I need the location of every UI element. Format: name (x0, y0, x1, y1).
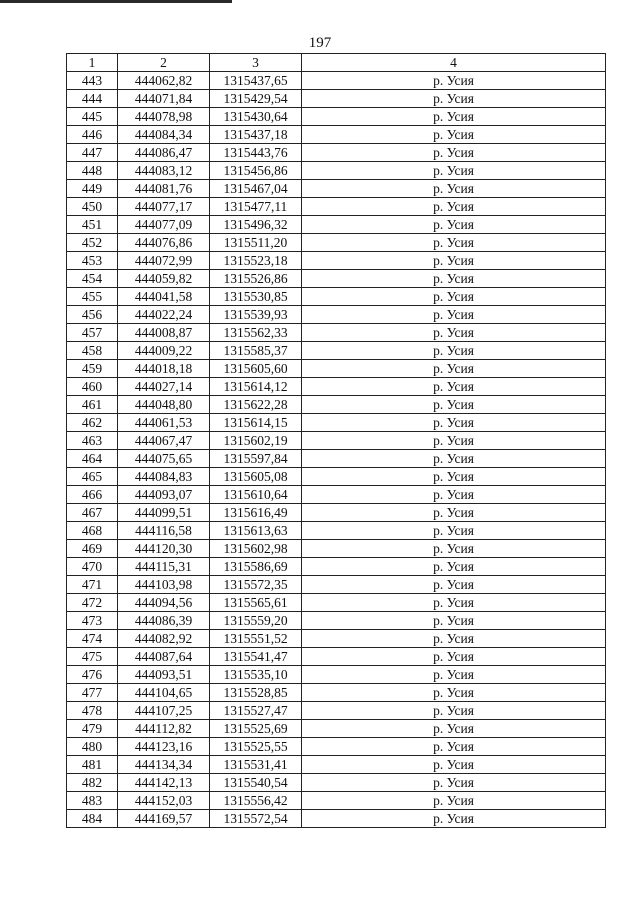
x-coordinate-cell: 444152,03 (118, 792, 210, 810)
description-cell: р. Усия (302, 288, 606, 306)
table-row (67, 648, 606, 666)
point-number-cell: 447 (67, 144, 118, 162)
description-cell: р. Усия (302, 234, 606, 252)
table-row (67, 108, 606, 126)
table-row (67, 774, 606, 792)
x-coordinate-cell: 444099,51 (118, 504, 210, 522)
table-row (67, 306, 606, 324)
y-coordinate-cell: 1315556,42 (210, 792, 302, 810)
page-number: 197 (308, 35, 332, 51)
x-coordinate-cell: 444094,56 (118, 594, 210, 612)
description-cell: р. Усия (302, 144, 606, 162)
table-row (67, 504, 606, 522)
description-cell: р. Усия (302, 666, 606, 684)
x-coordinate-cell: 444083,12 (118, 162, 210, 180)
x-coordinate-cell: 444104,65 (118, 684, 210, 702)
y-coordinate-cell: 1315437,18 (210, 126, 302, 144)
x-coordinate-cell: 444061,53 (118, 414, 210, 432)
x-coordinate-cell: 444081,76 (118, 180, 210, 198)
y-coordinate-cell: 1315586,69 (210, 558, 302, 576)
table-row (67, 450, 606, 468)
point-number-cell: 462 (67, 414, 118, 432)
x-coordinate-cell: 444116,58 (118, 522, 210, 540)
table-row (67, 90, 606, 108)
x-coordinate-cell: 444120,30 (118, 540, 210, 558)
description-cell: р. Усия (302, 126, 606, 144)
description-cell: р. Усия (302, 702, 606, 720)
column-header-1: 1 (67, 54, 118, 72)
y-coordinate-cell: 1315616,49 (210, 504, 302, 522)
x-coordinate-cell: 444078,98 (118, 108, 210, 126)
description-cell: р. Усия (302, 630, 606, 648)
table-row (67, 396, 606, 414)
description-cell: р. Усия (302, 576, 606, 594)
table-row (67, 432, 606, 450)
point-number-cell: 473 (67, 612, 118, 630)
description-cell: р. Усия (302, 774, 606, 792)
description-cell: р. Усия (302, 90, 606, 108)
description-cell: р. Усия (302, 648, 606, 666)
description-cell: р. Усия (302, 522, 606, 540)
x-coordinate-cell: 444008,87 (118, 324, 210, 342)
table-body (67, 72, 606, 828)
point-number-cell: 475 (67, 648, 118, 666)
description-cell: р. Усия (302, 342, 606, 360)
point-number-cell: 449 (67, 180, 118, 198)
x-coordinate-cell: 444009,22 (118, 342, 210, 360)
x-coordinate-cell: 444084,83 (118, 468, 210, 486)
x-coordinate-cell: 444076,86 (118, 234, 210, 252)
description-cell: р. Усия (302, 414, 606, 432)
y-coordinate-cell: 1315496,32 (210, 216, 302, 234)
table-row (67, 468, 606, 486)
description-cell: р. Усия (302, 306, 606, 324)
point-number-cell: 463 (67, 432, 118, 450)
table-row (67, 198, 606, 216)
x-coordinate-cell: 444086,47 (118, 144, 210, 162)
y-coordinate-cell: 1315572,35 (210, 576, 302, 594)
x-coordinate-cell: 444022,24 (118, 306, 210, 324)
table-row (67, 324, 606, 342)
y-coordinate-cell: 1315530,85 (210, 288, 302, 306)
point-number-cell: 467 (67, 504, 118, 522)
y-coordinate-cell: 1315429,54 (210, 90, 302, 108)
x-coordinate-cell: 444077,09 (118, 216, 210, 234)
description-cell: р. Усия (302, 756, 606, 774)
table-row (67, 810, 606, 828)
y-coordinate-cell: 1315605,08 (210, 468, 302, 486)
x-coordinate-cell: 444107,25 (118, 702, 210, 720)
point-number-cell: 454 (67, 270, 118, 288)
scan-edge-bar (0, 0, 232, 3)
table-row (67, 684, 606, 702)
description-cell: р. Усия (302, 594, 606, 612)
y-coordinate-cell: 1315525,55 (210, 738, 302, 756)
point-number-cell: 469 (67, 540, 118, 558)
table-row (67, 594, 606, 612)
table-row (67, 756, 606, 774)
y-coordinate-cell: 1315528,85 (210, 684, 302, 702)
point-number-cell: 444 (67, 90, 118, 108)
y-coordinate-cell: 1315430,64 (210, 108, 302, 126)
y-coordinate-cell: 1315527,47 (210, 702, 302, 720)
point-number-cell: 461 (67, 396, 118, 414)
point-number-cell: 484 (67, 810, 118, 828)
y-coordinate-cell: 1315535,10 (210, 666, 302, 684)
y-coordinate-cell: 1315572,54 (210, 810, 302, 828)
x-coordinate-cell: 444093,51 (118, 666, 210, 684)
description-cell: р. Усия (302, 216, 606, 234)
y-coordinate-cell: 1315610,64 (210, 486, 302, 504)
table-row (67, 360, 606, 378)
point-number-cell: 480 (67, 738, 118, 756)
y-coordinate-cell: 1315602,98 (210, 540, 302, 558)
x-coordinate-cell: 444027,14 (118, 378, 210, 396)
x-coordinate-cell: 444169,57 (118, 810, 210, 828)
point-number-cell: 448 (67, 162, 118, 180)
point-number-cell: 466 (67, 486, 118, 504)
table-row (67, 486, 606, 504)
x-coordinate-cell: 444087,64 (118, 648, 210, 666)
point-number-cell: 445 (67, 108, 118, 126)
table-row (67, 540, 606, 558)
point-number-cell: 446 (67, 126, 118, 144)
description-cell: р. Усия (302, 432, 606, 450)
table-row (67, 576, 606, 594)
y-coordinate-cell: 1315559,20 (210, 612, 302, 630)
x-coordinate-cell: 444072,99 (118, 252, 210, 270)
point-number-cell: 472 (67, 594, 118, 612)
y-coordinate-cell: 1315539,93 (210, 306, 302, 324)
description-cell: р. Усия (302, 198, 606, 216)
table-row (67, 234, 606, 252)
x-coordinate-cell: 444142,13 (118, 774, 210, 792)
x-coordinate-cell: 444075,65 (118, 450, 210, 468)
description-cell: р. Усия (302, 810, 606, 828)
table-row (67, 180, 606, 198)
table-row (67, 162, 606, 180)
x-coordinate-cell: 444018,18 (118, 360, 210, 378)
y-coordinate-cell: 1315526,86 (210, 270, 302, 288)
description-cell: р. Усия (302, 504, 606, 522)
x-coordinate-cell: 444062,82 (118, 72, 210, 90)
y-coordinate-cell: 1315540,54 (210, 774, 302, 792)
point-number-cell: 460 (67, 378, 118, 396)
table-row (67, 630, 606, 648)
y-coordinate-cell: 1315562,33 (210, 324, 302, 342)
description-cell: р. Усия (302, 324, 606, 342)
x-coordinate-cell: 444071,84 (118, 90, 210, 108)
y-coordinate-cell: 1315541,47 (210, 648, 302, 666)
y-coordinate-cell: 1315525,69 (210, 720, 302, 738)
coordinates-table (66, 53, 606, 828)
table-row (67, 270, 606, 288)
point-number-cell: 456 (67, 306, 118, 324)
x-coordinate-cell: 444123,16 (118, 738, 210, 756)
x-coordinate-cell: 444134,34 (118, 756, 210, 774)
point-number-cell: 478 (67, 702, 118, 720)
table-row (67, 612, 606, 630)
x-coordinate-cell: 444077,17 (118, 198, 210, 216)
table-row (67, 252, 606, 270)
y-coordinate-cell: 1315614,15 (210, 414, 302, 432)
point-number-cell: 452 (67, 234, 118, 252)
point-number-cell: 474 (67, 630, 118, 648)
table-row (67, 342, 606, 360)
point-number-cell: 468 (67, 522, 118, 540)
column-header-3: 3 (210, 54, 302, 72)
y-coordinate-cell: 1315511,20 (210, 234, 302, 252)
description-cell: р. Усия (302, 180, 606, 198)
description-cell: р. Усия (302, 270, 606, 288)
y-coordinate-cell: 1315467,04 (210, 180, 302, 198)
y-coordinate-cell: 1315585,37 (210, 342, 302, 360)
x-coordinate-cell: 444067,47 (118, 432, 210, 450)
point-number-cell: 450 (67, 198, 118, 216)
x-coordinate-cell: 444041,58 (118, 288, 210, 306)
point-number-cell: 465 (67, 468, 118, 486)
table-row (67, 144, 606, 162)
description-cell: р. Усия (302, 558, 606, 576)
description-cell: р. Усия (302, 540, 606, 558)
table-row (67, 558, 606, 576)
x-coordinate-cell: 444112,82 (118, 720, 210, 738)
y-coordinate-cell: 1315523,18 (210, 252, 302, 270)
y-coordinate-cell: 1315477,11 (210, 198, 302, 216)
column-header-4: 4 (302, 54, 606, 72)
table-row (67, 288, 606, 306)
x-coordinate-cell: 444093,07 (118, 486, 210, 504)
description-cell: р. Усия (302, 396, 606, 414)
x-coordinate-cell: 444059,82 (118, 270, 210, 288)
description-cell: р. Усия (302, 72, 606, 90)
table-row (67, 216, 606, 234)
point-number-cell: 443 (67, 72, 118, 90)
x-coordinate-cell: 444084,34 (118, 126, 210, 144)
description-cell: р. Усия (302, 468, 606, 486)
y-coordinate-cell: 1315622,28 (210, 396, 302, 414)
table-row (67, 738, 606, 756)
x-coordinate-cell: 444086,39 (118, 612, 210, 630)
description-cell: р. Усия (302, 612, 606, 630)
table-row (67, 72, 606, 90)
y-coordinate-cell: 1315605,60 (210, 360, 302, 378)
description-cell: р. Усия (302, 252, 606, 270)
description-cell: р. Усия (302, 360, 606, 378)
point-number-cell: 470 (67, 558, 118, 576)
point-number-cell: 482 (67, 774, 118, 792)
y-coordinate-cell: 1315597,84 (210, 450, 302, 468)
point-number-cell: 455 (67, 288, 118, 306)
point-number-cell: 471 (67, 576, 118, 594)
table-row (67, 522, 606, 540)
x-coordinate-cell: 444115,31 (118, 558, 210, 576)
description-cell: р. Усия (302, 792, 606, 810)
point-number-cell: 451 (67, 216, 118, 234)
x-coordinate-cell: 444048,80 (118, 396, 210, 414)
description-cell: р. Усия (302, 486, 606, 504)
point-number-cell: 459 (67, 360, 118, 378)
point-number-cell: 453 (67, 252, 118, 270)
x-coordinate-cell: 444082,92 (118, 630, 210, 648)
y-coordinate-cell: 1315437,65 (210, 72, 302, 90)
table-row (67, 378, 606, 396)
table-row (67, 792, 606, 810)
description-cell: р. Усия (302, 738, 606, 756)
point-number-cell: 479 (67, 720, 118, 738)
point-number-cell: 476 (67, 666, 118, 684)
table-row (67, 126, 606, 144)
table-row (67, 702, 606, 720)
x-coordinate-cell: 444103,98 (118, 576, 210, 594)
y-coordinate-cell: 1315565,61 (210, 594, 302, 612)
y-coordinate-cell: 1315551,52 (210, 630, 302, 648)
y-coordinate-cell: 1315614,12 (210, 378, 302, 396)
table-row (67, 666, 606, 684)
y-coordinate-cell: 1315443,76 (210, 144, 302, 162)
y-coordinate-cell: 1315531,41 (210, 756, 302, 774)
description-cell: р. Усия (302, 684, 606, 702)
y-coordinate-cell: 1315456,86 (210, 162, 302, 180)
y-coordinate-cell: 1315602,19 (210, 432, 302, 450)
y-coordinate-cell: 1315613,63 (210, 522, 302, 540)
table-header-row (67, 54, 606, 72)
description-cell: р. Усия (302, 378, 606, 396)
point-number-cell: 483 (67, 792, 118, 810)
description-cell: р. Усия (302, 450, 606, 468)
point-number-cell: 481 (67, 756, 118, 774)
table-row (67, 414, 606, 432)
point-number-cell: 477 (67, 684, 118, 702)
column-header-2: 2 (118, 54, 210, 72)
point-number-cell: 464 (67, 450, 118, 468)
table-row (67, 720, 606, 738)
description-cell: р. Усия (302, 108, 606, 126)
point-number-cell: 457 (67, 324, 118, 342)
description-cell: р. Усия (302, 720, 606, 738)
description-cell: р. Усия (302, 162, 606, 180)
point-number-cell: 458 (67, 342, 118, 360)
